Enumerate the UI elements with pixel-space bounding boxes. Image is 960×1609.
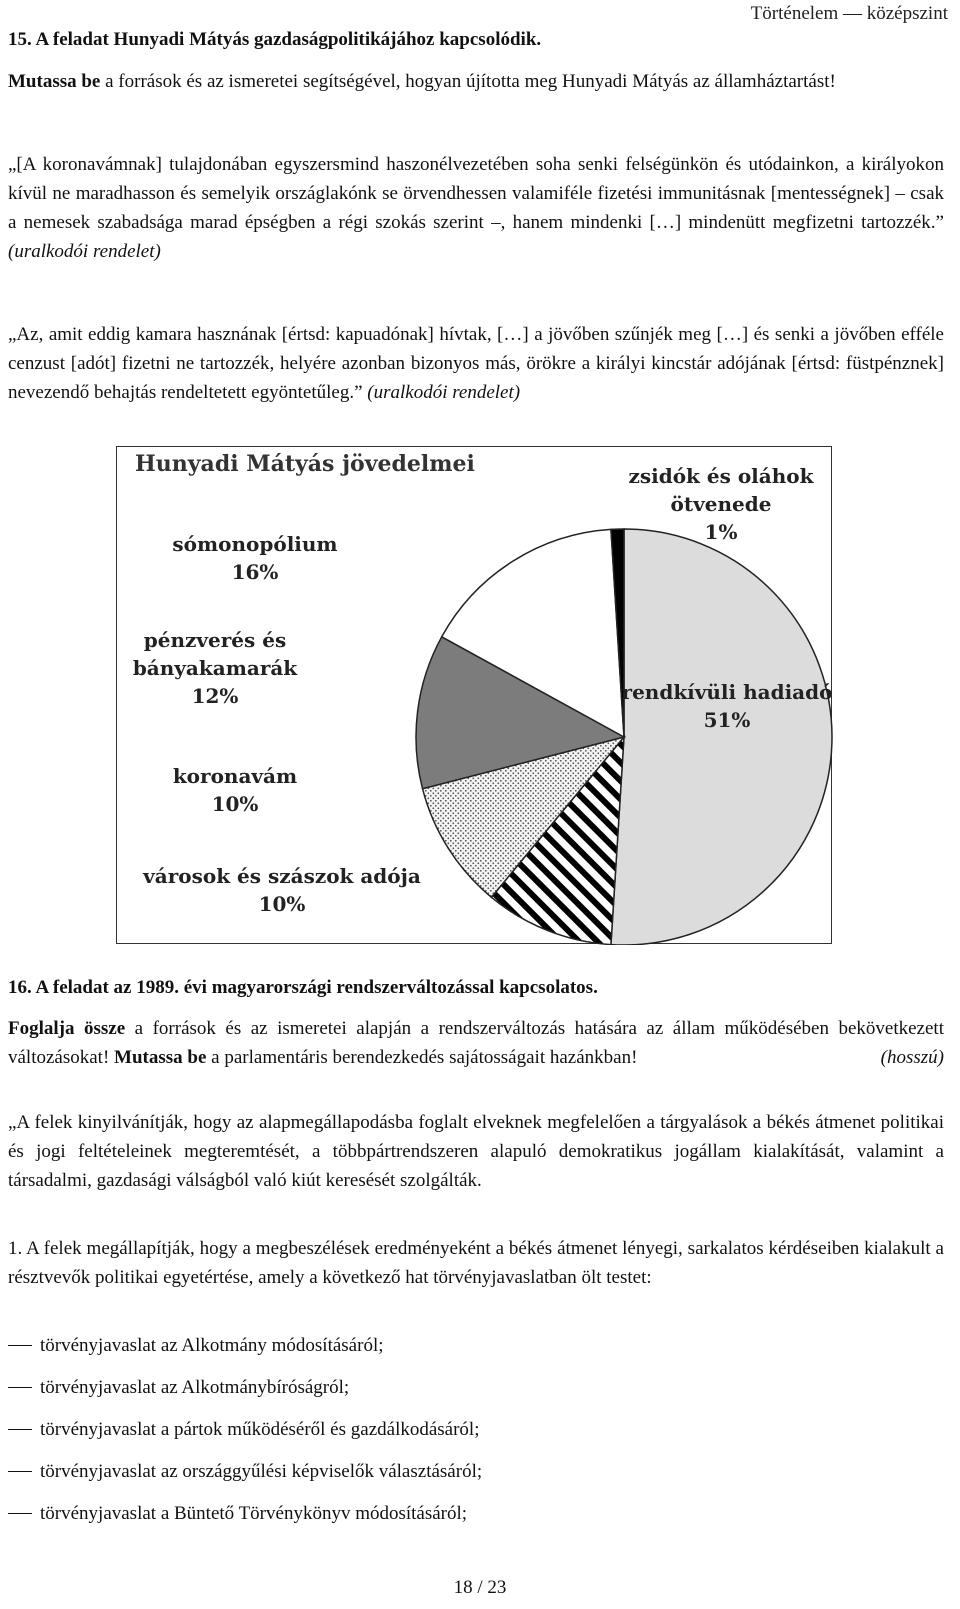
- bill-text: törvényjavaslat az Alkotmány módosításáról;: [40, 1335, 384, 1356]
- dash-marker: [8, 1513, 32, 1514]
- subject-level-header: Történelem — középszint: [750, 3, 948, 24]
- source1-text: „[A koronavámnak] tulajdonában egyszersmind haszonélvezetében soha senki felségünkön és utódainkon, a királyokon kívül ne maradhasson és semelyik országlakónk se örvendhessen valamiféle fizetési immunitásnak [mentességnek] – csak a nemesek szabadsága marad épségben a régi szokás szerint –, hanem mindenki […] mindenütt megfizetni tartozzék.”: [8, 154, 944, 233]
- pie-label-line: 12%: [191, 684, 239, 708]
- length-tag: (hosszú): [880, 1047, 944, 1068]
- source2-citation: (uralkodói rendelet): [367, 382, 521, 403]
- bill-item: [8, 1334, 384, 1358]
- bill-item: [8, 1376, 349, 1400]
- bill-text: törvényjavaslat az Alkotmánybíróságról;: [40, 1377, 350, 1398]
- bill-item: [8, 1502, 467, 1526]
- pie-label-line: városok és szászok adója: [143, 864, 421, 888]
- task15-instruction: [8, 68, 944, 95]
- task16-instruction: [8, 1014, 944, 1072]
- task16-source-para1: „A felek kinyilvánítják, hogy az alapmegállapodásba foglalt elveknek megfelelően a tárgyalások a békés átmenet politikai és jogi feltételeinek megteremtését, a többpártrendszeren alapuló demokratikus jogállam kialakítását, valamint a társadalmi, gazdasági válságból való kiút keresését szolgálták.: [8, 1112, 944, 1191]
- revenue-pie-chart: [116, 446, 832, 944]
- chart-title: Hunyadi Mátyás jövedelmei: [135, 451, 475, 477]
- dash-marker: [8, 1471, 32, 1472]
- task16-text1: a források és az ismeretei alapján a rendszerváltozás hatására az állam működésében bekövetkezett változásokat!: [8, 1018, 944, 1068]
- pie-label-line: pénzverés és: [143, 628, 287, 652]
- pie-slice-1: [611, 529, 832, 945]
- pie-label-3: [173, 764, 297, 816]
- bill-text: törvényjavaslat a pártok működéséről és gazdálkodásáról;: [40, 1419, 480, 1440]
- pie-label-line: 1%: [704, 520, 738, 544]
- pie-label-line: bányakamarák: [132, 656, 298, 680]
- task16-text2: a parlamentáris berendezkedés sajátosságait hazánkban!: [206, 1047, 638, 1068]
- dash-marker: [8, 1429, 32, 1430]
- pie-slices: [416, 529, 832, 945]
- pie-label-line: zsidók és oláhok: [628, 464, 814, 488]
- pie-label-line: koronavám: [172, 764, 298, 788]
- pie-label-line: 16%: [231, 560, 279, 584]
- pie-label-5: [172, 532, 337, 584]
- pie-label-line: 10%: [211, 792, 259, 816]
- pie-label-line: sómonopólium: [172, 532, 338, 556]
- source1-citation: (uralkodói rendelet): [8, 241, 161, 262]
- dash-marker: [8, 1345, 32, 1346]
- pie-label-line: ötvenede: [670, 492, 772, 516]
- pie-label-2: [142, 864, 421, 916]
- bill-text: törvényjavaslat az országgyűlési képviselők választásáról;: [40, 1461, 483, 1482]
- document-page: [8, 0, 952, 1609]
- task16-verb2: Mutassa be: [114, 1047, 207, 1068]
- source2-text: „Az, amit eddig kamara hasznának [értsd: kapuadónak] hívtak, […] a jövőben szűnjék meg […] és senki a jövőben efféle cenzust [adót] fizetni ne tartozzék, helyére azonban bizonyos más, örökre a királyi kincstár adójának [értsd: füstpénznek] nevezendő behajtás rendeltetett egyöntetűleg.”: [8, 324, 944, 403]
- task15-source2: [8, 320, 944, 407]
- bill-text: törvényjavaslat a Büntető Törvénykönyv módosításáról;: [40, 1503, 468, 1524]
- dash-marker: [8, 1387, 32, 1388]
- task15-source1: [8, 150, 944, 266]
- task15-instruction-text: a források és az ismeretei segítségével, hogyan újította meg Hunyadi Mátyás az államháztartást!: [100, 71, 836, 92]
- pie-chart-svg: [117, 447, 833, 945]
- pie-label-line: 10%: [258, 892, 306, 916]
- page-number: 18 / 23: [453, 1577, 507, 1598]
- pie-label-4: [133, 628, 298, 708]
- bill-item: [8, 1418, 480, 1442]
- pie-label-line: rendkívüli hadiadó: [621, 680, 833, 704]
- task15-instruction-verb: Mutassa be: [8, 71, 101, 92]
- task16-title: 16. A feladat az 1989. évi magyarországi rendszerváltozással kapcsolatos.: [8, 977, 598, 998]
- bill-item: [8, 1460, 482, 1484]
- task16-verb1: Foglalja össze: [8, 1018, 126, 1039]
- task15-title: 15. A feladat Hunyadi Mátyás gazdaságpolitikájához kapcsolódik.: [8, 29, 542, 50]
- pie-label-line: 51%: [703, 708, 751, 732]
- task16-source-para2: 1. A felek megállapítják, hogy a megbeszélések eredményeként a békés átmenet lényegi, sarkalatos kérdéseiben kialakult a résztvevők politikai egyetértése, amely a következő hat törvényjavaslatban ölt testet:: [8, 1238, 944, 1288]
